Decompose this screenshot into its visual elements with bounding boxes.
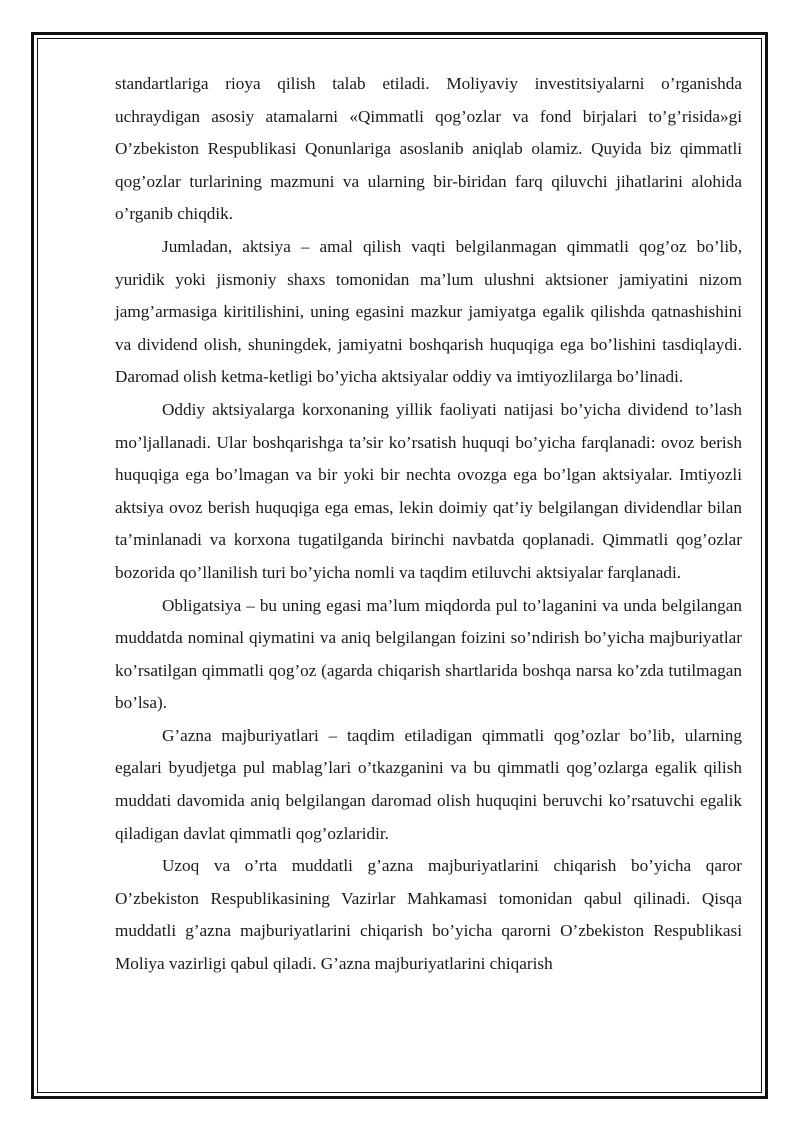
document-body	[115, 68, 742, 981]
paragraph-oddiy-aktsiyalar: Oddiy aktsiyalarga korxonaning yillik faoliyati natijasi bo’yicha dividend to’lash mo’ljallanadi. Ular boshqarishga ta’sir ko’rsatish huquqi bo’yicha farqlanadi: ovoz berish huquqiga ega bo’lmagan va bir yoki bir nechta ovozga ega bo’lgan aktsiyalar. Imtiyozli aktsiya ovoz berish huquqiga ega emas, lekin doimiy qat’iy belgilangan dividendlar bilan ta’minlanadi va korxona tugatilganda birinchi navbatda qoplanadi. Qimmatli qog’ozlar bozorida qo’llanilish turi bo’yicha nomli va taqdim etiluvchi aktsiyalar farqlanadi.	[115, 399, 742, 582]
paragraph-aktsiya: Jumladan, aktsiya – amal qilish vaqti belgilanmagan qimmatli qog’oz bo’lib, yuridik yoki jismoniy shaxs tomonidan ma’lum ulushni aktsioner jamiyatini nizom jamg’armasiga kiritilishini, uning egasini mazkur jamiyatga egalik qilishda qatnashishini va dividend olish, shuningdek, jamiyatni boshqarish huquqiga ega bo’lishini tasdiqlaydi. Daromad olish ketma-ketligi bo’yicha aktsiyalar oddiy va imtiyozlilarga bo’linadi.	[115, 236, 742, 387]
paragraph-obligatsiya: Obligatsiya – bu uning egasi ma’lum miqdorda pul to’laganini va unda belgilangan muddatda nominal qiymatini va aniq belgilangan foizini so’ndirish bo’yicha majburiyatlar ko’rsatilgan qimmatli qog’oz (agarda chiqarish shartlarida boshqa narsa ko’zda tutilmagan bo’lsa).	[115, 595, 742, 713]
paragraph-uzoq-muddatli: Uzoq va o’rta muddatli g’azna majburiyatlarini chiqarish bo’yicha qaror O’zbekiston Respublikasining Vazirlar Mahkamasi tomonidan qabul qilinadi. Qisqa muddatli g’azna majburiyatlarini chiqarish bo’yicha qarorni O’zbekiston Respublikasi Moliya vazirligi qabul qiladi. G’azna majburiyatlarini chiqarish	[115, 856, 742, 974]
paragraph-continuation: standartlariga rioya qilish talab etiladi. Moliyaviy investitsiyalarni o’rganishda uchraydigan asosiy atamalarni «Qimmatli qog’ozlar va fond birjalari to’g’risida»gi O’zbekiston Respublikasi Qonunlariga asoslanib aniqlab olamiz. Quyida biz qimmatli qog’ozlar turlarining mazmuni va ularning bir-biridan farq qiluvchi jihatlarini alohida o’rganib chiqdik.	[115, 74, 742, 224]
paragraph-gazna-majburiyatlari: G’azna majburiyatlari – taqdim etiladigan qimmatli qog’ozlar bo’lib, ularning egalari byudjetga pul mablag’lari o’tkazganini va bu qimmatli qog’ozlarga egalik qilish muddati davomida aniq belgilangan daromad olish huquqini beruvchi ko’rsatuvchi egalik qiladigan davlat qimmatli qog’ozlaridir.	[115, 725, 742, 843]
